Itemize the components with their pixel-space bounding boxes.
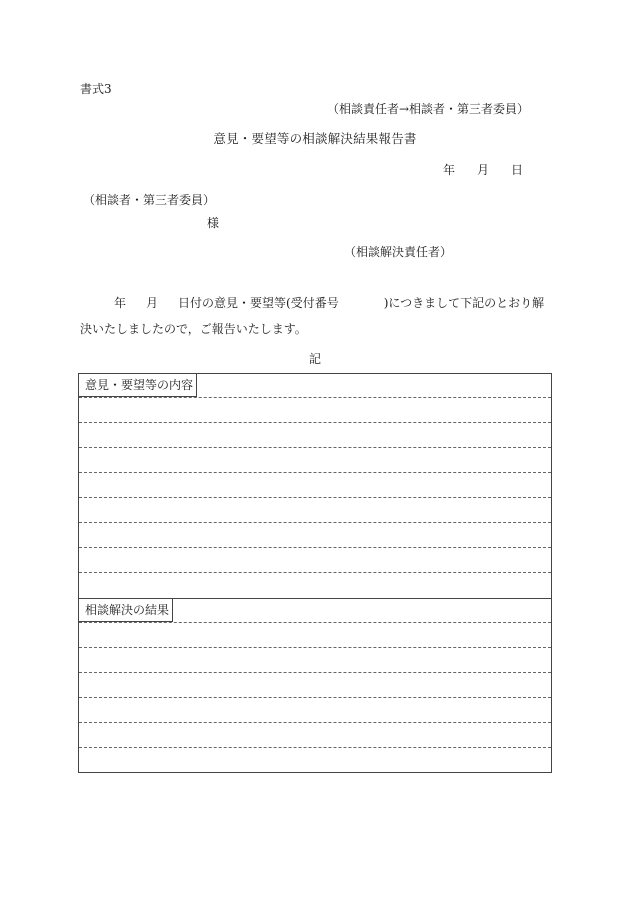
ki-heading: 記 xyxy=(308,352,321,366)
date-day-label: 日 xyxy=(510,163,523,177)
content-section-label: 意見・要望等の内容 xyxy=(78,373,197,397)
date-line xyxy=(443,163,523,177)
writing-line xyxy=(79,747,551,748)
writing-line xyxy=(79,572,551,573)
result-section xyxy=(78,598,552,773)
addressee-label: （相談者・第三者委員） xyxy=(83,193,216,207)
date-year-label: 年 xyxy=(442,163,455,177)
writing-line xyxy=(79,447,551,448)
body-month: 月 xyxy=(146,296,159,310)
body-date-phrase: 日付の意見・要望等(受付番号 xyxy=(178,296,339,310)
sender-label: （相談解決責任者） xyxy=(343,245,452,259)
writing-line xyxy=(79,422,551,423)
writing-line xyxy=(79,697,551,698)
body-year: 年 xyxy=(114,296,127,310)
result-section-label: 相談解決の結果 xyxy=(78,598,173,622)
route-note: （相談責任者→相談者・第三者委員） xyxy=(326,102,529,116)
page-title: 意見・要望等の相談解決結果報告書 xyxy=(213,131,417,146)
writing-line xyxy=(79,722,551,723)
body-closing: )につきまして下記のとおり解 xyxy=(383,296,545,310)
writing-line xyxy=(79,522,551,523)
writing-line xyxy=(79,622,551,623)
honorific-sama: 様 xyxy=(207,216,220,230)
form-number: 書式3 xyxy=(80,82,112,96)
date-month-label: 月 xyxy=(476,163,489,177)
writing-line xyxy=(79,497,551,498)
writing-line xyxy=(79,647,551,648)
writing-line xyxy=(79,547,551,548)
body-line-2: 決いたしましたので，ご報告いたします。 xyxy=(80,322,307,336)
body-line-1 xyxy=(114,296,544,310)
writing-line xyxy=(79,397,551,398)
writing-line xyxy=(79,472,551,473)
content-section xyxy=(78,373,552,598)
writing-line xyxy=(79,672,551,673)
